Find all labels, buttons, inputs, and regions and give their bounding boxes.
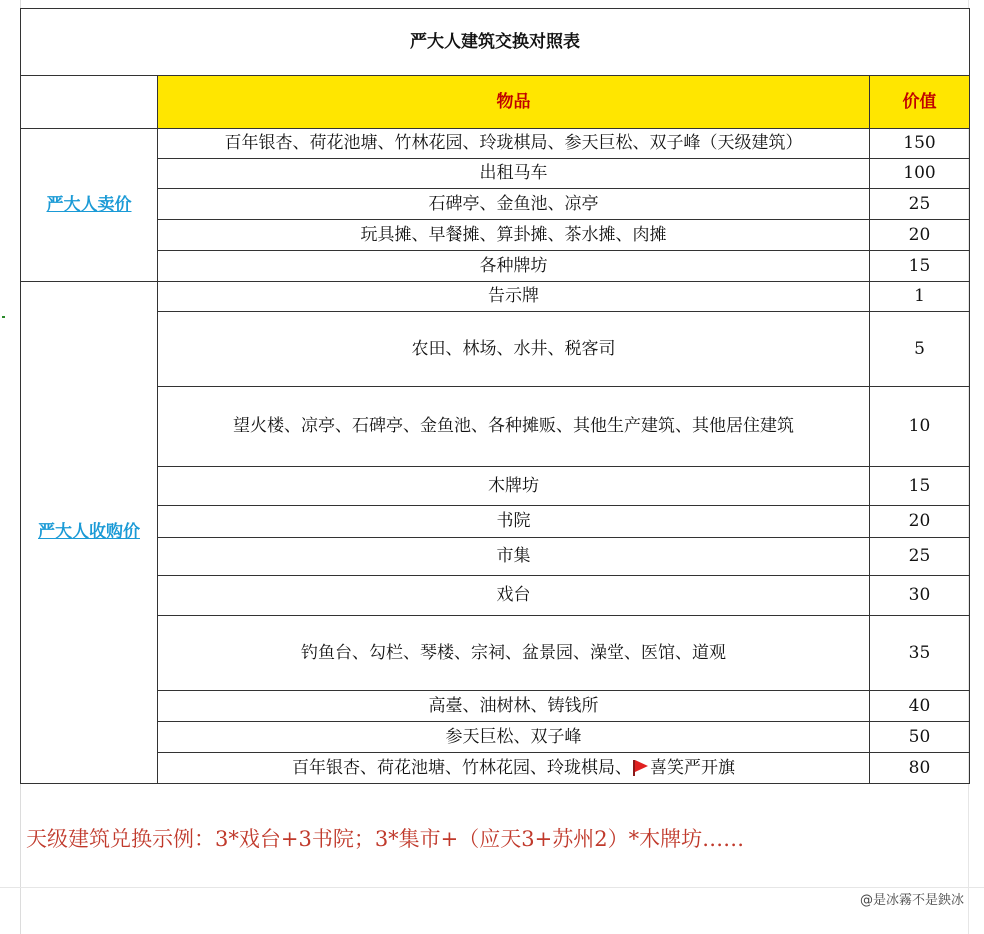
buy-row-value[interactable]: 40 (870, 691, 970, 722)
buy-row-item[interactable]: 告示牌 (158, 282, 870, 312)
sell-row-value[interactable]: 25 (870, 189, 970, 220)
red-flag-icon (632, 760, 648, 774)
exchange-table (20, 8, 970, 784)
buy-group-label[interactable]: 严大人收购价 (21, 282, 158, 784)
buy-row-item-suffix: 喜笑严开旗 (650, 757, 735, 778)
sell-row-value[interactable]: 100 (870, 159, 970, 189)
grid-line-bottom (0, 887, 984, 888)
buy-row-value[interactable]: 25 (870, 538, 970, 576)
buy-row-value[interactable]: 10 (870, 387, 970, 467)
buy-row-value[interactable]: 35 (870, 616, 970, 691)
header-empty-cell[interactable] (21, 76, 158, 129)
buy-row-item[interactable]: 高臺、油树林、铸钱所 (158, 691, 870, 722)
buy-row-value[interactable]: 80 (870, 753, 970, 784)
buy-row-value[interactable]: 15 (870, 467, 970, 506)
buy-row-item[interactable]: 木牌坊 (158, 467, 870, 506)
buy-row-item[interactable]: 市集 (158, 538, 870, 576)
buy-row-value[interactable]: 30 (870, 576, 970, 616)
sell-row-item[interactable]: 百年银杏、荷花池塘、竹林花园、玲珑棋局、参天巨松、双子峰（天级建筑） (158, 129, 870, 159)
header-value[interactable]: 价值 (870, 76, 970, 129)
sell-row-item[interactable]: 各种牌坊 (158, 251, 870, 282)
buy-row-item[interactable]: 农田、林场、水井、税客司 (158, 312, 870, 387)
sell-group-label[interactable]: 严大人卖价 (21, 129, 158, 282)
sell-row-item[interactable]: 石碑亭、金鱼池、凉亭 (158, 189, 870, 220)
buy-row-value[interactable]: 1 (870, 282, 970, 312)
sell-row-value[interactable]: 15 (870, 251, 970, 282)
sell-row-value[interactable]: 150 (870, 129, 970, 159)
header-item[interactable]: 物品 (158, 76, 870, 129)
exchange-example-note[interactable]: 天级建筑兑换示例：3*戏台+3书院；3*集市+（应天3+苏州2）*木牌坊…… (26, 827, 745, 851)
buy-row-item[interactable] (158, 753, 870, 784)
buy-row-value[interactable]: 20 (870, 506, 970, 538)
buy-row-value[interactable]: 5 (870, 312, 970, 387)
buy-row-item[interactable]: 戏台 (158, 576, 870, 616)
buy-row-item[interactable]: 钓鱼台、勾栏、琴楼、宗祠、盆景园、澡堂、医馆、道观 (158, 616, 870, 691)
sell-row-value[interactable]: 20 (870, 220, 970, 251)
page-title[interactable]: 严大人建筑交换对照表 (21, 9, 970, 76)
buy-row-item[interactable]: 参天巨松、双子峰 (158, 722, 870, 753)
buy-row-item[interactable]: 望火楼、凉亭、石碑亭、金鱼池、各种摊贩、其他生产建筑、其他居住建筑 (158, 387, 870, 467)
buy-row-item-prefix: 百年银杏、荷花池塘、竹林花园、玲珑棋局、 (292, 757, 632, 778)
author-credit: @是冰霧不是鉠冰 (859, 893, 964, 908)
buy-row-value[interactable]: 50 (870, 722, 970, 753)
cell-marker (2, 316, 5, 318)
sell-row-item[interactable]: 出租马车 (158, 159, 870, 189)
buy-row-item[interactable]: 书院 (158, 506, 870, 538)
sell-row-item[interactable]: 玩具摊、早餐摊、算卦摊、茶水摊、肉摊 (158, 220, 870, 251)
